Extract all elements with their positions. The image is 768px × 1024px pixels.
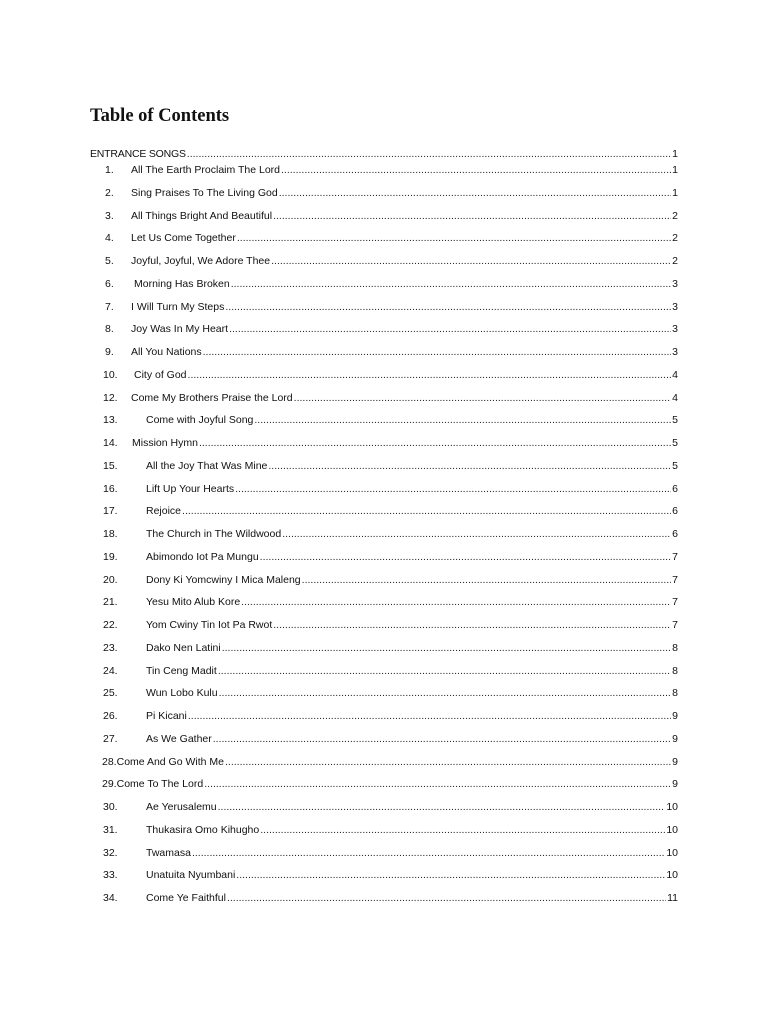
dot-leader (225, 754, 671, 770)
toc-entry-number: 14. (103, 437, 118, 449)
toc-entry-number: 34. (103, 892, 118, 904)
toc-entry[interactable] (0, 594, 768, 610)
dot-leader (237, 230, 671, 246)
toc-title: Table of Contents (90, 106, 230, 126)
toc-entry-page: 5 (672, 459, 678, 472)
toc-entry-row (146, 890, 678, 906)
toc-entry-row (146, 731, 678, 747)
toc-entry[interactable] (0, 162, 768, 178)
toc-entry[interactable] (0, 845, 768, 861)
toc-entry-page: 10 (666, 823, 678, 836)
toc-entry-title: Dako Nen Latini (146, 641, 221, 654)
toc-entry[interactable] (0, 276, 768, 292)
toc-entry-title: All Things Bright And Beautiful (131, 209, 273, 222)
toc-entry-number: 32. (103, 846, 118, 859)
dot-leader (203, 344, 672, 360)
toc-entry-page: 2 (672, 232, 678, 245)
toc-entry-title: Ae Yerusalemu (146, 801, 217, 813)
dot-leader (218, 799, 666, 815)
toc-entry-page: 11 (667, 892, 678, 904)
toc-entry-row (131, 344, 678, 360)
toc-entry-row (134, 276, 678, 292)
toc-entry[interactable] (0, 344, 768, 360)
toc-entry-page: 6 (672, 505, 678, 518)
dot-leader (281, 162, 671, 178)
dot-leader (282, 526, 671, 542)
toc-entry[interactable] (0, 208, 768, 224)
dot-leader (236, 867, 665, 883)
toc-entry-title: Joyful, Joyful, We Adore Thee (131, 255, 271, 267)
toc-entry-row (146, 663, 678, 679)
toc-entry[interactable] (0, 390, 768, 406)
toc-entry-number: 25. (103, 687, 118, 700)
toc-entry-title: Wun Lobo Kulu (146, 687, 218, 700)
toc-entry-row (131, 390, 678, 406)
toc-entry-number: 29. (102, 778, 117, 791)
toc-entry-number: 16. (103, 482, 118, 495)
toc-entry-title: Thukasira Omo Kihugho (146, 823, 260, 836)
toc-entry-page: 1 (672, 164, 678, 176)
toc-entry-number: 21. (103, 596, 118, 609)
dot-leader (213, 731, 671, 747)
dot-leader (279, 185, 671, 201)
toc-entry-number: 18. (103, 528, 118, 540)
toc-entry[interactable] (0, 640, 768, 656)
toc-entry-title: Rejoice (146, 505, 182, 518)
toc-entry[interactable] (0, 708, 768, 724)
toc-entry-row (131, 230, 678, 246)
dot-leader (273, 208, 671, 224)
dot-leader (222, 640, 671, 656)
toc-entry-title: Morning Has Broken (134, 277, 230, 290)
toc-entry-page: 1 (672, 186, 678, 199)
toc-entry-title: Pi Kicani (146, 710, 187, 722)
dot-leader (260, 822, 665, 838)
toc-entry-title: Twamasa (146, 846, 191, 859)
dot-leader (294, 390, 672, 406)
toc-entry-row (146, 412, 678, 428)
toc-entry[interactable] (0, 458, 768, 474)
dot-leader (231, 276, 671, 292)
toc-entry-page: 9 (672, 732, 678, 745)
toc-entry-title: All The Earth Proclaim The Lord (131, 164, 281, 176)
toc-entry-title: Yesu Mito Alub Kore (146, 596, 241, 609)
toc-entry[interactable] (0, 685, 768, 701)
toc-entry-row (132, 435, 678, 451)
dot-leader (241, 594, 671, 610)
toc-entry-page: 5 (672, 437, 678, 449)
toc-entry-row (102, 776, 678, 792)
toc-entry-title: Yom Cwiny Tin Iot Pa Rwot (146, 619, 273, 631)
toc-entry-number: 31. (103, 823, 118, 836)
toc-entry[interactable] (0, 731, 768, 747)
toc-entry-row (146, 708, 678, 724)
toc-entry-number: 19. (103, 550, 118, 563)
toc-entry-number: 5. (105, 255, 114, 267)
toc-entry-number: 26. (103, 710, 118, 722)
toc-entry-row (146, 526, 678, 542)
toc-entry[interactable] (0, 481, 768, 497)
toc-entry-number: 33. (103, 869, 118, 882)
toc-entry-number: 15. (103, 459, 118, 472)
toc-entry-page: 3 (672, 277, 678, 290)
dot-leader (204, 776, 671, 792)
toc-entry-row (146, 617, 678, 633)
toc-entry-row (134, 367, 678, 383)
toc-entry-row (146, 822, 678, 838)
toc-entry-number: 23. (103, 641, 118, 654)
toc-entry-number: 9. (105, 346, 114, 358)
toc-entry-row (146, 799, 678, 815)
toc-entry-title: Come And Go With Me (116, 755, 224, 768)
toc-entry-number: 27. (103, 732, 118, 745)
toc-entry-row (146, 458, 678, 474)
toc-entry-page: 8 (672, 664, 678, 677)
dot-leader (218, 663, 671, 679)
toc-entry-page: 3 (672, 323, 678, 336)
toc-entry-title: Come To The Lord (116, 778, 204, 791)
toc-entry-row (146, 503, 678, 519)
toc-entry-title: Sing Praises To The Living God (131, 186, 278, 199)
toc-entry[interactable] (0, 321, 768, 337)
toc-entry-row (146, 845, 678, 861)
toc-entry-number: 2. (105, 186, 114, 199)
toc-entry-title: All You Nations (131, 346, 202, 358)
toc-entry[interactable] (0, 867, 768, 883)
toc-entry-number: 28. (102, 755, 117, 768)
toc-entry-number: 13. (103, 414, 118, 427)
toc-entry-title: Joy Was In My Heart (131, 323, 229, 336)
toc-entry-number: 10. (103, 368, 118, 381)
dot-leader (229, 321, 671, 337)
toc-entry-number: 7. (105, 300, 114, 313)
toc-entry-page: 4 (672, 368, 678, 381)
toc-entry[interactable] (0, 776, 768, 792)
toc-entry-page: 9 (672, 755, 678, 768)
toc-entry-page: 10 (666, 846, 678, 859)
toc-entry-page: 9 (672, 710, 678, 722)
dot-leader (182, 503, 671, 519)
dot-leader (254, 412, 671, 428)
toc-entry-title: ENTRANCE SONGS (90, 148, 186, 160)
dot-leader (268, 458, 671, 474)
toc-entry-row (146, 481, 678, 497)
toc-entry-row (146, 685, 678, 701)
dot-leader (199, 435, 671, 451)
dot-leader (188, 367, 672, 383)
toc-entry-title: As We Gather (146, 732, 212, 745)
toc-entry[interactable] (0, 617, 768, 633)
toc-entry-title: Dony Ki Yomcwiny I Mica Maleng (146, 573, 301, 586)
toc-entry[interactable] (0, 230, 768, 246)
toc-entry[interactable] (0, 299, 768, 315)
dot-leader (192, 845, 665, 861)
toc-entry-title: All the Joy That Was Mine (146, 459, 268, 472)
toc-entry-page: 6 (672, 482, 678, 495)
toc-entry-number: 24. (103, 664, 118, 677)
dot-leader (260, 549, 672, 565)
toc-entry[interactable] (0, 367, 768, 383)
toc-entry-row (131, 299, 678, 315)
toc-entry-number: 17. (103, 505, 118, 518)
toc-entry-page: 7 (672, 619, 678, 631)
toc-entry-page: 2 (672, 255, 678, 267)
toc-entry[interactable] (0, 822, 768, 838)
toc-entry[interactable] (0, 890, 768, 906)
toc-entry-page: 3 (672, 346, 678, 358)
toc-entry-title: Unatuita Nyumbani (146, 869, 236, 882)
toc-entry-page: 6 (672, 528, 678, 540)
toc-entry-number: 20. (103, 573, 118, 586)
toc-entry-page: 5 (672, 414, 678, 427)
toc-entry[interactable] (0, 799, 768, 815)
toc-entry-title: Abimondo Iot Pa Mungu (146, 550, 259, 563)
toc-entry-title: I Will Turn My Steps (131, 300, 225, 313)
toc-entry-page: 7 (672, 596, 678, 609)
toc-section-heading[interactable] (0, 146, 768, 162)
toc-entry-title: Let Us Come Together (131, 232, 236, 245)
toc-entry-row (146, 867, 678, 883)
toc-entry-number: 1. (105, 164, 114, 176)
toc-entry-page: 2 (672, 209, 678, 222)
toc-entry-page: 10 (666, 869, 678, 882)
toc-entry[interactable] (0, 412, 768, 428)
toc-entry-title: City of God (134, 368, 187, 381)
toc-entry-page: 3 (672, 300, 678, 313)
toc-entry-title: Come with Joyful Song (146, 414, 254, 427)
toc-entry-row (131, 185, 678, 201)
toc-entry[interactable] (0, 572, 768, 588)
toc-entry-page: 1 (672, 148, 678, 160)
toc-entry-number: 6. (105, 277, 114, 290)
toc-entry-number: 8. (105, 323, 114, 336)
toc-entry[interactable] (0, 185, 768, 201)
toc-entry-row (131, 162, 678, 178)
toc-entry-title: Come My Brothers Praise the Lord (131, 391, 293, 404)
toc-entry-title: The Church in The Wildwood (146, 528, 282, 540)
toc-entry-row (102, 754, 678, 770)
toc-entry-page: 7 (672, 550, 678, 563)
toc-entry[interactable] (0, 503, 768, 519)
toc-entry-row (146, 549, 678, 565)
dot-leader (188, 708, 671, 724)
toc-entry-number: 4. (105, 232, 114, 245)
dot-leader (219, 685, 672, 701)
toc-entry-number: 12. (103, 391, 118, 404)
toc-entry[interactable] (0, 253, 768, 269)
toc-entry-row (131, 253, 678, 269)
toc-entry-page: 8 (672, 641, 678, 654)
toc-entry-number: 30. (103, 801, 118, 813)
toc-entry-page: 4 (672, 391, 678, 404)
toc-entry-row (131, 208, 678, 224)
toc-entry-title: Mission Hymn (132, 437, 198, 449)
toc-entry-page: 8 (672, 687, 678, 700)
dot-leader (227, 890, 666, 906)
toc-entry[interactable] (0, 526, 768, 542)
toc-entry[interactable] (0, 435, 768, 451)
dot-leader (273, 617, 671, 633)
toc-entry-row (131, 321, 678, 337)
dot-leader (187, 146, 671, 162)
dot-leader (271, 253, 671, 269)
toc-entry[interactable] (0, 754, 768, 770)
toc-entry-page: 9 (672, 778, 678, 791)
toc-entry-page: 7 (672, 573, 678, 586)
toc-entry[interactable] (0, 663, 768, 679)
toc-entry-number: 3. (105, 209, 114, 222)
dot-leader (235, 481, 671, 497)
toc-entry-row (146, 572, 678, 588)
toc-entry[interactable] (0, 549, 768, 565)
dot-leader (225, 299, 671, 315)
dot-leader (302, 572, 672, 588)
toc-entry-row (146, 594, 678, 610)
toc-entry-row (146, 640, 678, 656)
toc-entry-title: Come Ye Faithful (146, 892, 226, 904)
toc-entry-title: Tin Ceng Madit (146, 664, 217, 677)
toc-entry-page: 10 (666, 801, 678, 813)
toc-entry-title: Lift Up Your Hearts (146, 482, 235, 495)
toc-entry-number: 22. (103, 619, 118, 631)
